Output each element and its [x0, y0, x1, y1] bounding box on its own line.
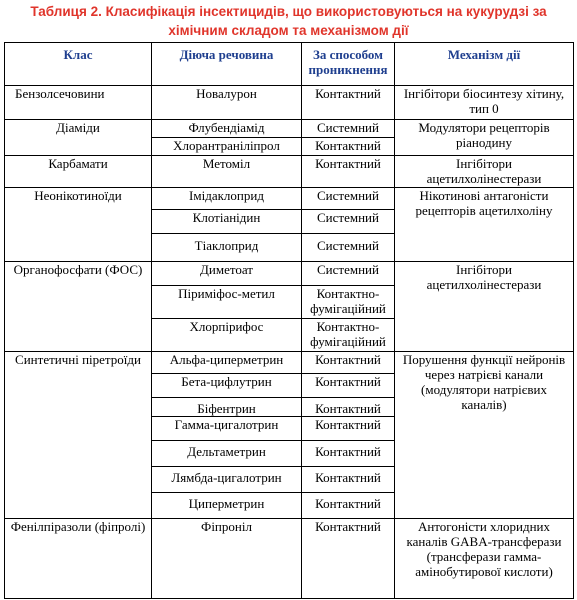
penetration-cell: Контактний [302, 467, 395, 493]
mechanism-cell: Нікотинові антагоністи рецепторів ацетилхоліну [395, 188, 574, 262]
table-row [5, 519, 574, 599]
substance-cell: Тіаклоприд [152, 234, 302, 262]
penetration-cell: Контактний [302, 352, 395, 374]
mechanism-cell: Інгібітори ацетилхолінестерази [395, 156, 574, 188]
mechanism-cell: Порушення функції нейронів через натрієві канали (модулятори натрієвих каналів) [395, 352, 574, 519]
class-cell: Фенілпіразоли (фіпролі) [5, 519, 152, 599]
substance-cell: Новалурон [152, 86, 302, 120]
substance-cell: Диметоат [152, 262, 302, 286]
table-caption [0, 2, 577, 40]
substance-cell: Фіпроніл [152, 519, 302, 599]
penetration-cell: Системний [302, 120, 395, 138]
substance-cell: Циперметрин [152, 493, 302, 519]
penetration-cell: Контактний [302, 493, 395, 519]
table-row [5, 262, 574, 286]
substance-cell: Лямбда-цигалотрин [152, 467, 302, 493]
header-row [5, 43, 574, 86]
table-row [5, 188, 574, 210]
penetration-cell: Контактний [302, 138, 395, 156]
insecticide-table [4, 42, 574, 599]
substance-cell: Хлорантраніліпрол [152, 138, 302, 156]
header-substance: Діюча речовина [152, 43, 302, 86]
penetration-cell: Контактний [302, 156, 395, 188]
class-cell: Синтетичні піретроїди [5, 352, 152, 519]
class-cell: Діаміди [5, 120, 152, 156]
mechanism-cell: Інгібітори біосинтезу хітину, тип 0 [395, 86, 574, 120]
substance-cell: Метоміл [152, 156, 302, 188]
caption-line-1: Таблиця 2. Класифікація інсектицидів, що використовуються на кукурудзі за [30, 4, 547, 19]
substance-cell: Біфентрин [152, 398, 302, 417]
mechanism-cell: Модулятори рецепторів ріанодину [395, 120, 574, 156]
table-row [5, 156, 574, 188]
substance-cell: Бета-цифлутрин [152, 374, 302, 398]
substance-cell: Імідаклоприд [152, 188, 302, 210]
penetration-cell: Системний [302, 262, 395, 286]
header-class: Клас [5, 43, 152, 86]
penetration-cell: Контактний [302, 398, 395, 417]
substance-cell: Піриміфос-метил [152, 286, 302, 319]
penetration-cell: Контактно-фумігаційний [302, 286, 395, 319]
mechanism-cell: Інгібітори ацетилхолінестерази [395, 262, 574, 352]
caption-line-2: хімічним складом та механізмом дії [168, 23, 409, 38]
penetration-cell: Контактний [302, 417, 395, 441]
substance-cell: Альфа-циперметрин [152, 352, 302, 374]
substance-cell: Флубендіамід [152, 120, 302, 138]
substance-cell: Гамма-цигалотрин [152, 417, 302, 441]
substance-cell: Хлорпірифос [152, 319, 302, 352]
mechanism-cell: Антогоністи хлоридних каналів GABA-трансферази (трансферази гамма-амінобутирової кислоти) [395, 519, 574, 599]
substance-cell: Клотіанідин [152, 210, 302, 234]
penetration-cell: Системний [302, 210, 395, 234]
table-row [5, 120, 574, 138]
substance-cell: Дельтаметрин [152, 441, 302, 467]
header-mechanism: Механізм дії [395, 43, 574, 86]
penetration-cell: Контактний [302, 374, 395, 398]
class-cell: Неонікотиноїди [5, 188, 152, 262]
penetration-cell: Контактний [302, 519, 395, 599]
class-cell: Бензолсечовини [5, 86, 152, 120]
class-cell: Карбамати [5, 156, 152, 188]
penetration-cell: Контактний [302, 86, 395, 120]
penetration-cell: Контактний [302, 441, 395, 467]
header-penetration: За способом проникнення [302, 43, 395, 86]
class-cell: Органофосфати (ФОС) [5, 262, 152, 352]
table-row [5, 352, 574, 374]
table-row [5, 86, 574, 120]
penetration-cell: Системний [302, 234, 395, 262]
penetration-cell: Контактно-фумігаційний [302, 319, 395, 352]
penetration-cell: Системний [302, 188, 395, 210]
